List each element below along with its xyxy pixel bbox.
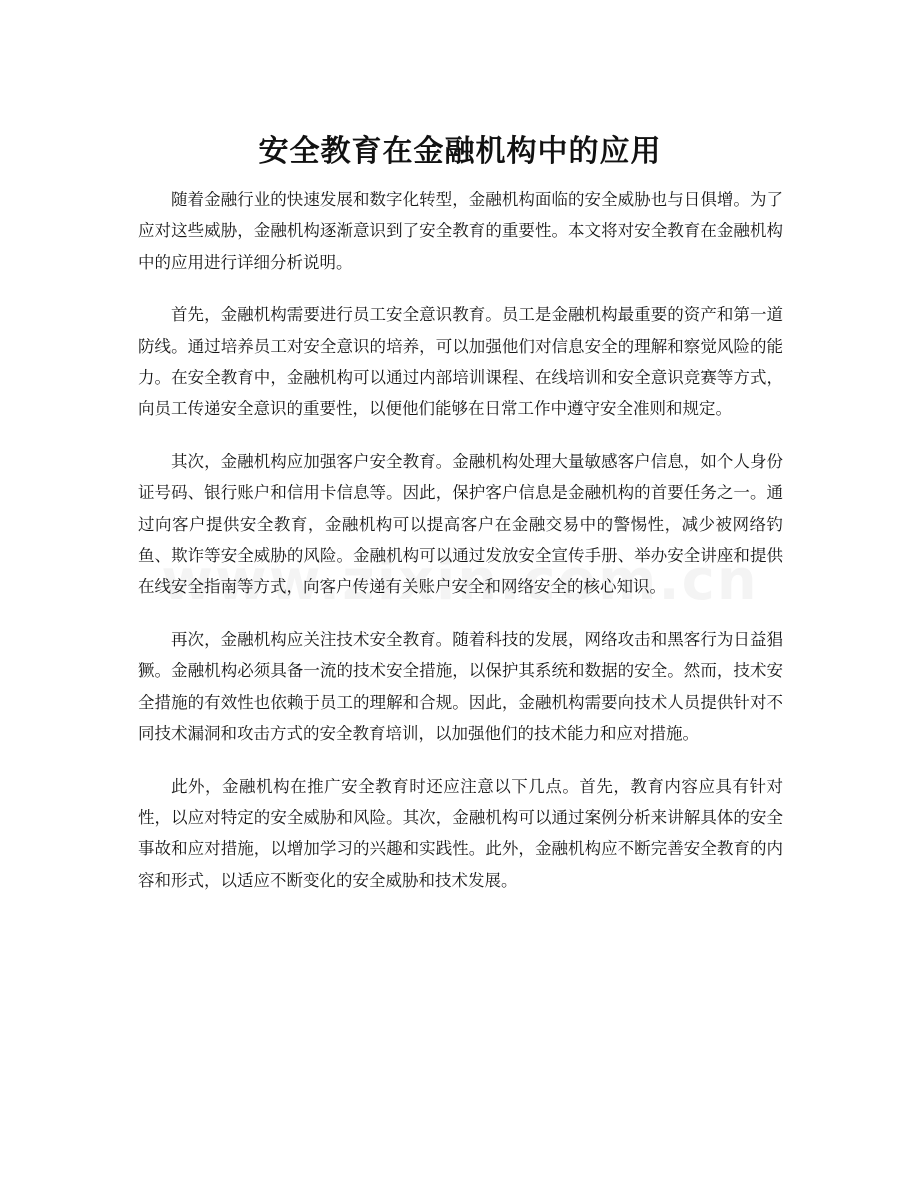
paragraph: 其次，金融机构应加强客户安全教育。金融机构处理大量敏感客户信息，如个人身份证号码、银行账户和信用卡信息等。因此，保护客户信息是金融机构的首要任务之一。通过向客户提供安全教育，金融机构可以提高客户在金融交易中的警惕性，减少被网络钓鱼、欺诈等安全威胁的风险。金融机构可以通过发放安全宣传手册、举办安全讲座和提供在线安全指南等方式，向客户传递有关账户安全和网络安全的核心知识。 (138, 451, 783, 597)
document-title: 安全教育在金融机构中的应用 (258, 134, 662, 170)
paragraph: 再次，金融机构应关注技术安全教育。随着科技的发展，网络攻击和黑客行为日益猖獗。金融机构必须具备一流的技术安全措施，以保护其系统和数据的安全。然而，技术安全措施的有效性也依赖于员工的理解和合规。因此，金融机构需要向技术人员提供针对不同技术漏洞和攻击方式的安全教育培训，以加强他们的技术能力和应对措施。 (138, 629, 783, 744)
paragraph: 首先，金融机构需要进行员工安全意识教育。员工是金融机构最重要的资产和第一道防线。通过培养员工对安全意识的培养，可以加强他们对信息安全的理解和察觉风险的能力。在安全教育中，金融机构可以通过内部培训课程、在线培训和安全意识竞赛等方式，向员工传递安全意识的重要性，以便他们能够在日常工作中遵守安全准则和规定。 (138, 305, 783, 419)
document-body (138, 184, 783, 917)
paragraph: 此外，金融机构在推广安全教育时还应注意以下几点。首先，教育内容应具有针对性，以应对特定的安全威胁和风险。其次，金融机构可以通过案例分析来讲解具体的安全事故和应对措施，以增加学习的兴趣和实践性。此外，金融机构应不断完善安全教育的内容和形式，以适应不断变化的安全威胁和技术发展。 (138, 776, 783, 890)
paragraph: 随着金融行业的快速发展和数字化转型，金融机构面临的安全威胁也与日俱增。为了应对这些威胁，金融机构逐渐意识到了安全教育的重要性。本文将对安全教育在金融机构中的应用进行详细分析说明。 (138, 190, 783, 272)
